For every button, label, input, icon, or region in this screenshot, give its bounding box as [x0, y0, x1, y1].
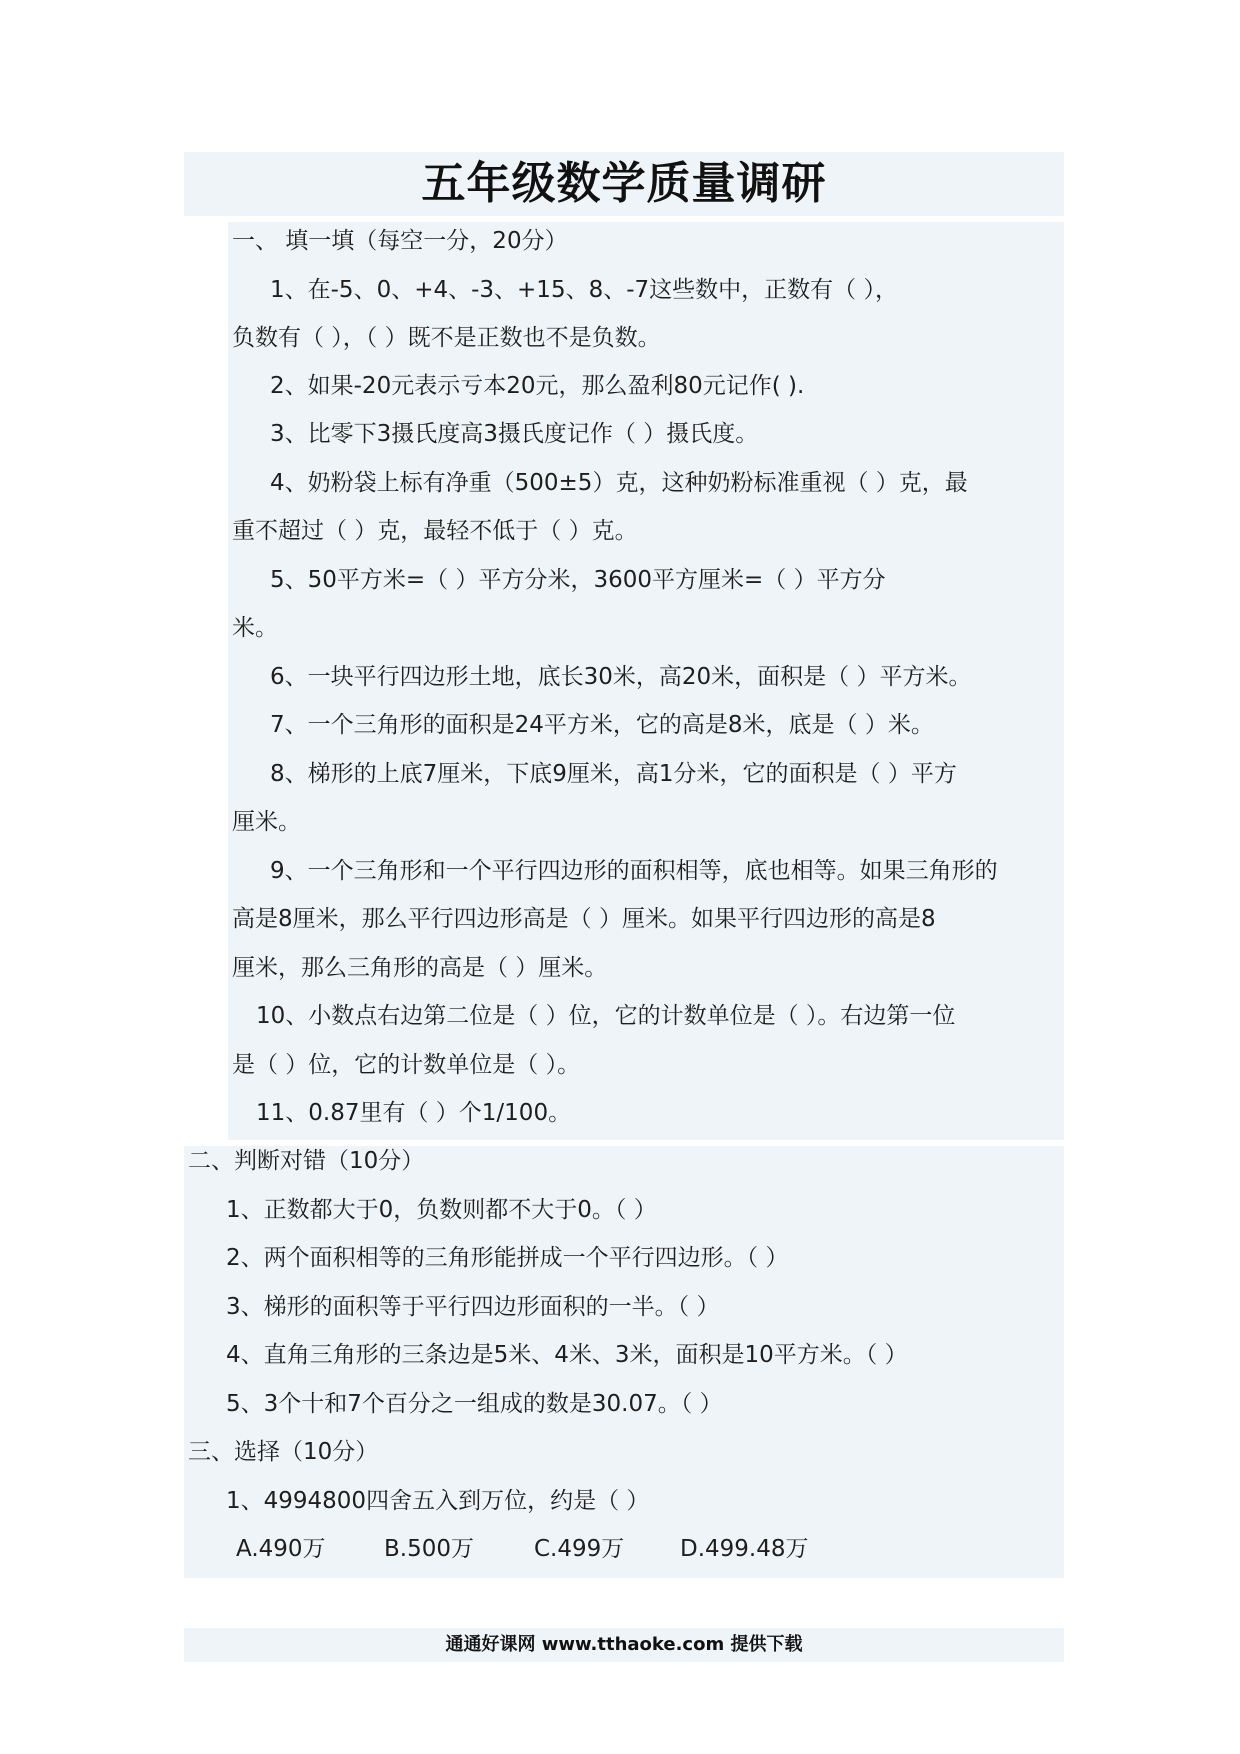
- choice-option-b: B.500万: [384, 1536, 474, 1562]
- title-band: [184, 152, 1064, 216]
- choice-option-c: C.499万: [534, 1536, 625, 1562]
- question-line: 是（ ）位，它的计数单位是（ ）。: [232, 1052, 581, 1078]
- question-line: 7、一个三角形的面积是24平方米，它的高是8米，底是（ ）米。: [270, 712, 934, 738]
- question-line: 10、小数点右边第二位是（ ）位，它的计数单位是（ ）。右边第一位: [256, 1003, 956, 1029]
- section1-heading: 一、 填一填（每空一分，20分）: [232, 228, 568, 254]
- page-title: 五年级数学质量调研: [421, 158, 827, 209]
- true-false-item: 4、直角三角形的三条边是5米、4米、3米，面积是10平方米。（ ）: [226, 1342, 908, 1368]
- question-line: 8、梯形的上底7厘米，下底9厘米，高1分米，它的面积是（ ）平方: [270, 761, 957, 787]
- question-line: 9、一个三角形和一个平行四边形的面积相等，底也相等。如果三角形的: [270, 858, 998, 884]
- question-line: 1、在-5、0、+4、-3、+15、8、-7这些数中，正数有（ ），: [270, 277, 898, 303]
- section3-heading: 三、选择（10分）: [188, 1439, 379, 1465]
- question-line: 11、0.87里有（ ）个1/100。: [256, 1100, 572, 1126]
- choice-question: 1、4994800四舍五入到万位，约是（ ）: [226, 1488, 650, 1514]
- question-line: 4、奶粉袋上标有净重（500±5）克，这种奶粉标准重视（ ）克，最: [270, 470, 968, 496]
- question-line: 厘米，那么三角形的高是（ ）厘米。: [232, 955, 608, 981]
- question-line: 米。: [232, 615, 278, 641]
- footer-band: [184, 1628, 1064, 1662]
- question-line: 6、一块平行四边形土地，底长30米，高20米，面积是（ ）平方米。: [270, 664, 972, 690]
- section2-heading: 二、判断对错（10分）: [188, 1148, 425, 1174]
- true-false-item: 3、梯形的面积等于平行四边形面积的一半。（ ）: [226, 1294, 720, 1320]
- choice-option-a: A.490万: [236, 1536, 326, 1562]
- footer-text: 通通好课网 www.tthaoke.com 提供下载: [445, 1634, 803, 1655]
- question-line: 5、50平方米=（ ）平方分米，3600平方厘米=（ ）平方分: [270, 567, 886, 593]
- question-line: 重不超过（ ）克，最轻不低于（ ）克。: [232, 518, 638, 544]
- question-line: 高是8厘米，那么平行四边形高是（ ）厘米。如果平行四边形的高是8: [232, 906, 936, 932]
- question-line: 负数有（ ），（ ）既不是正数也不是负数。: [232, 325, 661, 351]
- question-line: 2、如果-20元表示亏本20元，那么盈利80元记作( ).: [270, 373, 805, 399]
- true-false-item: 1、正数都大于0，负数则都不大于0。（ ）: [226, 1197, 657, 1223]
- question-line: 3、比零下3摄氏度高3摄氏度记作（ ）摄氏度。: [270, 421, 759, 447]
- choice-option-d: D.499.48万: [680, 1536, 809, 1562]
- question-line: 厘米。: [232, 809, 301, 835]
- true-false-item: 2、两个面积相等的三角形能拼成一个平行四边形。（ ）: [226, 1245, 789, 1271]
- true-false-item: 5、3个十和7个百分之一组成的数是30.07。（ ）: [226, 1391, 723, 1417]
